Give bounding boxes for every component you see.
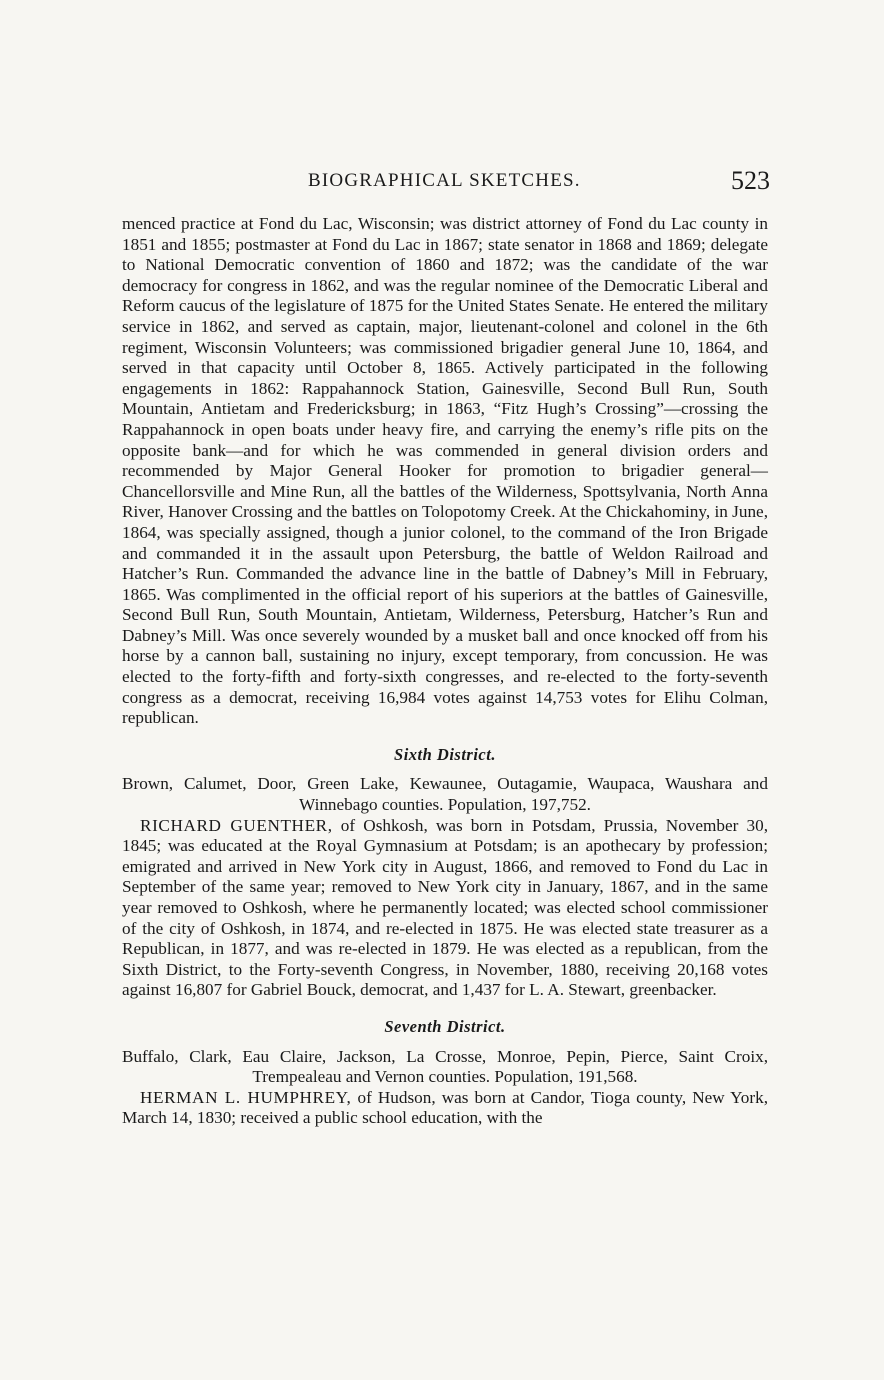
guenther-paragraph <box>122 816 768 1001</box>
page-body <box>122 214 768 1129</box>
humphrey-bio: of Hudson, was born at Candor, Tioga county, New York, March 14, 1830; received a public school education, with the <box>122 1087 769 1128</box>
sixth-district-heading: Sixth District. <box>394 744 496 764</box>
page-header <box>128 168 770 198</box>
page-number: 523 <box>731 166 770 195</box>
sixth-district-counties: Brown, Calumet, Door, Green Lake, Kewaunee, Outagamie, Waupaca, Waushara and Winnebago counties. Population, 197,752. <box>122 774 768 815</box>
seventh-district-counties: Buffalo, Clark, Eau Claire, Jackson, La Crosse, Monroe, Pepin, Pierce, Saint Croix, Trempealeau and Vernon counties. Population, 191,568. <box>122 1046 768 1087</box>
seventh-district-heading: Seventh District. <box>384 1016 506 1036</box>
running-head: BIOGRAPHICAL SKETCHES. <box>308 170 581 191</box>
continued-paragraph: menced practice at Fond du Lac, Wisconsin; was district attorney of Fond du Lac county in 1851 and 1855; postmaster at Fond du Lac in 1867; state senator in 1868 and 1869; delegate to National Democratic convention of 1860 and 1872; was the candidate of the war democracy for congress in 1862, and was the regular nominee of the Democratic Liberal and Reform caucus of the legislature of 1875 for the United States Senate. He entered the military service in 1862, and served as captain, major, lieutenant-colonel and colonel in the 6th regiment, Wisconsin Volunteers; was commissioned brigadier general June 10, 1864, and served in that capacity until October 8, 1865. Actively participated in the following engagements in 1862: Rappahannock Station, Gainesville, Second Bull Run, South Mountain, Antietam and Fredericksburg; in 1863, “Fitz Hugh’s Crossing”—crossing the Rappahannock in open boats under heavy fire, and carrying the enemy’s rifle pits on the opposite bank—and for which he was commended in general division orders and recommended by Major General Hooker for promotion to brigadier general—Chancellorsville and Mine Run, all the battles of the Wilderness, Spottsylvania, North Anna River, Hanover Crossing and the battles on Tolopotomy Creek. At the Chickahominy, in June, 1864, was specially assigned, though a junior colonel, to the command of the Iron Brigade and commanded it in the assault upon Petersburg, the battle of Weldon Railroad and Hatcher’s Run. Commanded the advance line in the battle of Dabney’s Mill in February, 1865. Was complimented in the official report of his superiors at the battles of Gainesville, Second Bull Run, South Mountain, Antietam, Wilderness, Petersburg, Hatcher’s Run and Dabney’s Mill. Was once severely wounded by a musket ball and once knocked off from his horse by a cannon ball, sustaining no injury, except temporary, from concussion. He was elected to the forty-fifth and forty-sixth congresses, and re-elected to the forty-seventh congress as a democrat, receiving 16,984 votes against 14,753 votes for Elihu Colman, republican. <box>122 214 768 728</box>
humphrey-name: HERMAN L. HUMPHREY, <box>140 1087 352 1107</box>
humphrey-paragraph <box>122 1088 768 1129</box>
guenther-name: RICHARD GUENTHER, <box>140 815 333 835</box>
guenther-bio: of Oshkosh, was born in Potsdam, Prussia, November 30, 1845; was educated at the Royal Gymnasium at Potsdam; is an apothecary by profession; emigrated and arrived in New York city in August, 1866, and removed to Fond du Lac in September of the same year; removed to New York city in January, 1867, and in the same year removed to Oshkosh, where he permanently located; was elected school commissioner of the city of Oshkosh, in 1874, and re-elected in 1875. He was elected state treasurer as a Republican, in 1877, and was re-elected in 1879. He was elected as a republican, from the Sixth District, to the Forty-seventh Congress, in November, 1880, receiving 20,168 votes against 16,807 for Gabriel Bouck, democrat, and 1,437 for L. A. Stewart, greenbacker. <box>122 815 768 1000</box>
